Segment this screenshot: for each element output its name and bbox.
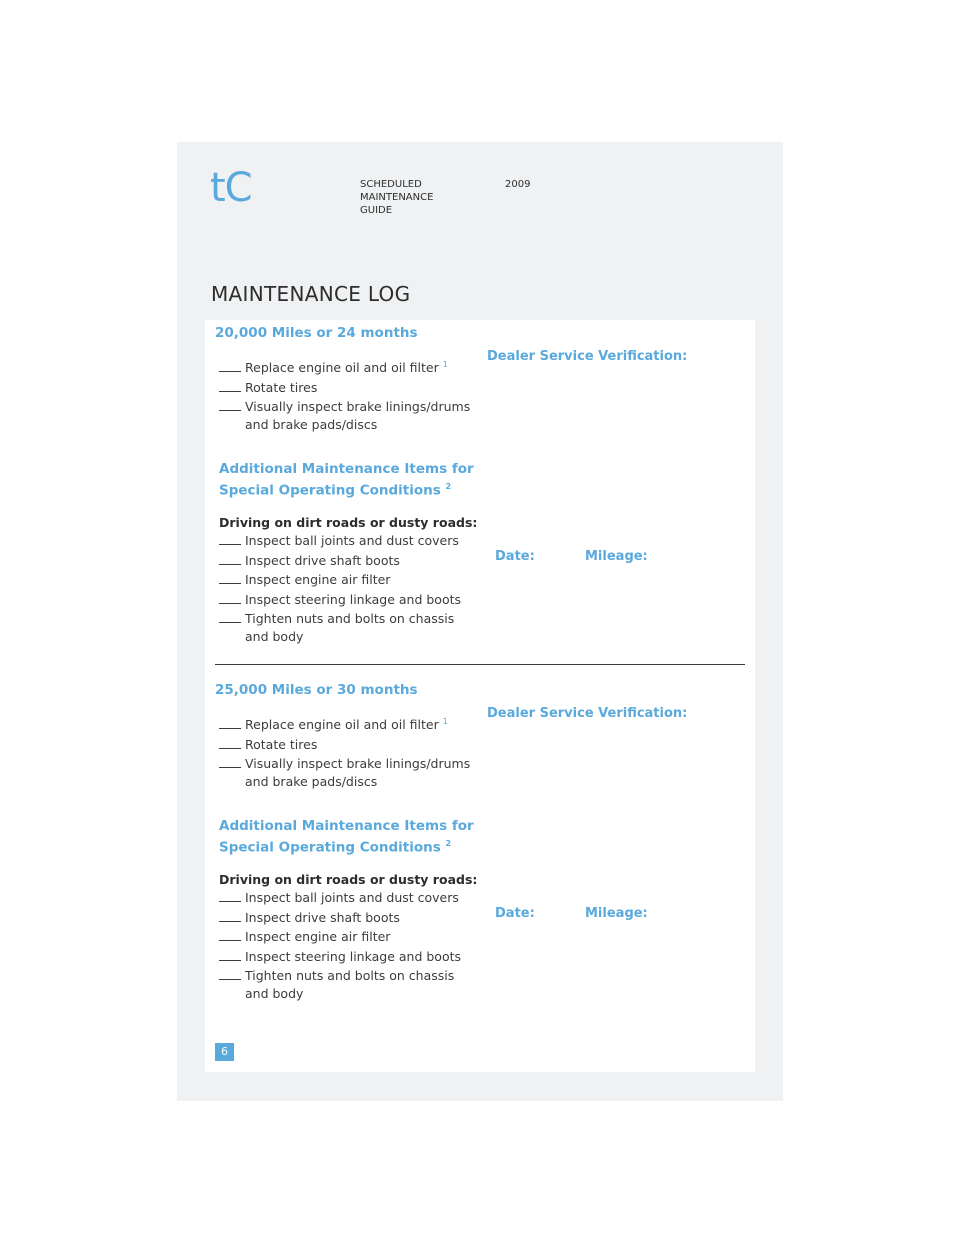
service-item bbox=[219, 398, 479, 434]
date-label: Date: bbox=[495, 906, 535, 921]
footnote-ref: 1 bbox=[442, 360, 448, 369]
footnote-ref: 2 bbox=[445, 482, 452, 491]
check-blank[interactable] bbox=[219, 928, 241, 941]
dirt-item-text: Inspect ball joints and dust covers bbox=[245, 890, 459, 905]
dirt-item-text: Inspect ball joints and dust covers bbox=[245, 533, 459, 548]
service-items bbox=[219, 356, 479, 436]
section-divider bbox=[215, 664, 745, 665]
guide-year: 2009 bbox=[505, 179, 531, 190]
dirt-item bbox=[219, 928, 479, 946]
log-section-25000 bbox=[205, 677, 755, 1017]
check-blank[interactable] bbox=[219, 736, 241, 749]
dirt-item bbox=[219, 948, 479, 966]
dirt-item-text: Tighten nuts and bolts on chassis and body bbox=[245, 611, 455, 644]
check-blank[interactable] bbox=[219, 398, 241, 411]
dealer-verification-label: Dealer Service Verification: bbox=[487, 349, 688, 364]
additional-maintenance-heading bbox=[219, 817, 474, 857]
additional-line: Special Operating Conditions bbox=[219, 482, 441, 499]
check-blank[interactable] bbox=[219, 552, 241, 565]
dirt-roads-heading: Driving on dirt roads or dusty roads: bbox=[219, 872, 478, 887]
page-number-badge: 6 bbox=[215, 1043, 234, 1061]
dirt-item bbox=[219, 967, 479, 1003]
dirt-item bbox=[219, 610, 479, 646]
check-blank[interactable] bbox=[219, 610, 241, 623]
additional-line: Additional Maintenance Items for bbox=[219, 461, 474, 477]
section-title: 20,000 Miles or 24 months bbox=[215, 325, 418, 341]
check-blank[interactable] bbox=[219, 967, 241, 980]
dirt-road-items bbox=[219, 532, 479, 648]
dealer-verification-label: Dealer Service Verification: bbox=[487, 706, 688, 721]
footnote-ref: 2 bbox=[445, 839, 452, 848]
additional-maintenance-heading bbox=[219, 460, 474, 500]
check-blank[interactable] bbox=[219, 571, 241, 584]
service-item bbox=[219, 755, 479, 791]
check-blank[interactable] bbox=[219, 716, 241, 729]
check-blank[interactable] bbox=[219, 948, 241, 961]
mileage-label: Mileage: bbox=[585, 549, 648, 564]
dirt-item-text: Tighten nuts and bolts on chassis and body bbox=[245, 968, 455, 1001]
service-item-text: Rotate tires bbox=[245, 736, 318, 752]
log-section-20000 bbox=[205, 320, 755, 660]
service-items bbox=[219, 713, 479, 793]
dirt-item-text: Inspect steering linkage and boots bbox=[245, 591, 462, 607]
dirt-road-items bbox=[219, 889, 479, 1005]
service-item bbox=[219, 379, 479, 397]
mileage-label: Mileage: bbox=[585, 906, 648, 921]
service-item-text: Replace engine oil and oil filter bbox=[245, 360, 439, 376]
service-item-text: Visually inspect brake linings/drums and brake pads/discs bbox=[245, 756, 471, 790]
dirt-item-text: Inspect engine air filter bbox=[245, 572, 391, 587]
dirt-item bbox=[219, 532, 479, 550]
dirt-item-text: Inspect drive shaft boots bbox=[245, 909, 400, 925]
service-item-text: Rotate tires bbox=[245, 379, 318, 395]
service-item-text: Visually inspect brake linings/drums and brake pads/discs bbox=[245, 399, 471, 433]
check-blank[interactable] bbox=[219, 889, 241, 902]
additional-line: Special Operating Conditions bbox=[219, 839, 441, 856]
section-title: 25,000 Miles or 30 months bbox=[215, 682, 418, 698]
log-panel bbox=[205, 320, 755, 1072]
tc-logo: tC bbox=[210, 165, 252, 211]
guide-line: MAINTENANCE bbox=[360, 192, 434, 203]
check-blank[interactable] bbox=[219, 591, 241, 604]
guide-label bbox=[360, 178, 433, 217]
service-item bbox=[219, 736, 479, 754]
date-label: Date: bbox=[495, 549, 535, 564]
guide-line: SCHEDULED bbox=[360, 179, 422, 190]
dirt-item-text: Inspect steering linkage and boots bbox=[245, 948, 462, 964]
dirt-item bbox=[219, 889, 479, 907]
guide-line: GUIDE bbox=[360, 205, 393, 216]
dirt-item bbox=[219, 591, 479, 609]
dirt-roads-heading: Driving on dirt roads or dusty roads: bbox=[219, 515, 478, 530]
check-blank[interactable] bbox=[219, 379, 241, 392]
footnote-ref: 1 bbox=[442, 717, 448, 726]
check-blank[interactable] bbox=[219, 755, 241, 768]
dirt-item bbox=[219, 552, 479, 570]
check-blank[interactable] bbox=[219, 909, 241, 922]
check-blank[interactable] bbox=[219, 359, 241, 372]
dirt-item bbox=[219, 909, 479, 927]
additional-line: Additional Maintenance Items for bbox=[219, 818, 474, 834]
dirt-item-text: Inspect engine air filter bbox=[245, 929, 391, 944]
check-blank[interactable] bbox=[219, 532, 241, 545]
service-item bbox=[219, 356, 479, 377]
dirt-item-text: Inspect drive shaft boots bbox=[245, 552, 400, 568]
page-title: MAINTENANCE LOG bbox=[211, 282, 411, 306]
service-item bbox=[219, 713, 479, 734]
dirt-item bbox=[219, 571, 479, 589]
service-item-text: Replace engine oil and oil filter bbox=[245, 717, 439, 733]
